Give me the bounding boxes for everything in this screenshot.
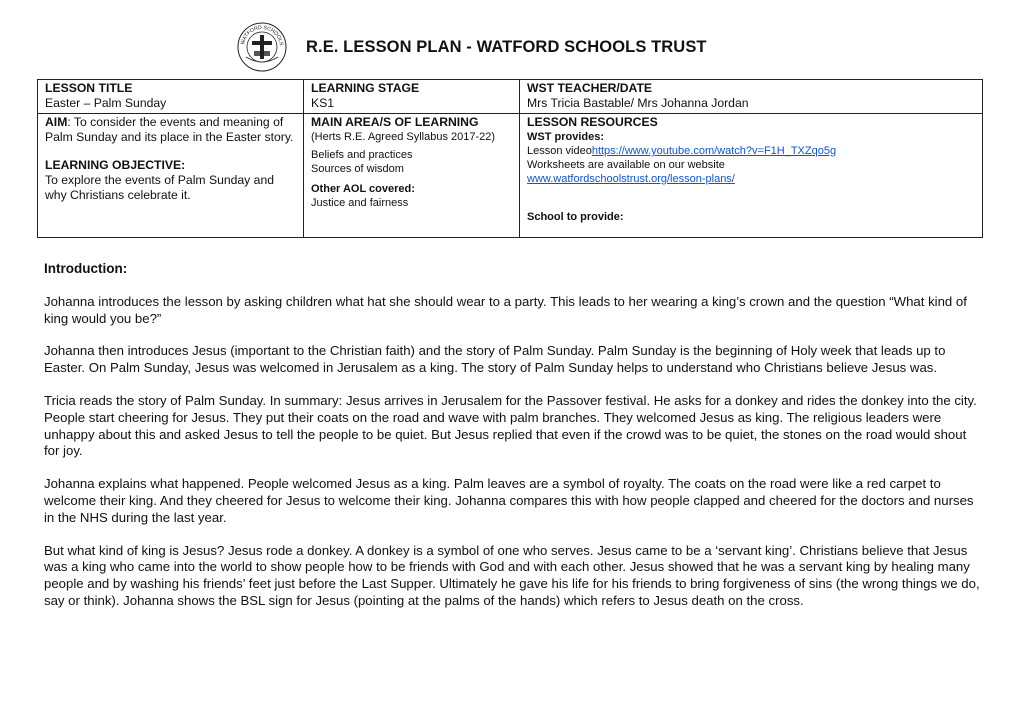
- main-area-cell: [304, 114, 520, 238]
- main-area-item: Beliefs and practices: [311, 149, 413, 161]
- document-header: [236, 22, 707, 72]
- body-paragraph: Johanna introduces the lesson by asking children what hat she should wear to a party. This leads to her wearing a king’s crown and the question “What kind of king would you be?”: [44, 293, 967, 326]
- table-row: [38, 80, 983, 114]
- learning-objective-text: To explore the events of Palm Sunday and why Christians celebrate it.: [45, 173, 274, 202]
- learning-stage-label: LEARNING STAGE: [311, 81, 420, 95]
- website-link[interactable]: www.watfordschoolstrust.org/lesson-plans/: [527, 173, 735, 185]
- lesson-title-value: Easter – Palm Sunday: [45, 96, 167, 110]
- worksheets-text: Worksheets are available on our website: [527, 159, 725, 171]
- lesson-video-label: Lesson video: [527, 145, 592, 157]
- main-area-item: Sources of wisdom: [311, 163, 404, 175]
- table-row: [38, 114, 983, 238]
- teacher-date-label: WST TEACHER/DATE: [527, 81, 653, 95]
- lesson-title-cell: [38, 80, 304, 114]
- website-link-line: [527, 172, 976, 186]
- aim-text: : To consider the events and meaning of Palm Sunday and its place in the Easter story.: [45, 115, 294, 144]
- wst-provides-label: WST provides:: [527, 131, 605, 143]
- main-area-note: (Herts R.E. Agreed Syllabus 2017-22): [311, 131, 496, 143]
- body-paragraph: Johanna then introduces Jesus (important to the Christian faith) and the story of Palm Sunday. Palm Sunday is the beginning of Holy week that leads up to Easter. On Palm Sunday, Jesus was welcomed in Jerusalem as a king. The story of Palm Sunday helps to understand who Christians believe Jesus was.: [44, 343, 946, 376]
- introduction-heading: Introduction:: [44, 261, 128, 276]
- school-provide-label: School to provide:: [527, 211, 624, 223]
- school-trust-logo: [236, 21, 288, 73]
- body-paragraph: But what kind of king is Jesus? Jesus rode a donkey. A donkey is a symbol of one who serves. Jesus came to be a ‘servant king’. Christians believe that Jesus was a king who came into the world to show people how to be friends with God and with each other. Jesus showed that he was a servant king by healing many people and by washing his friends’ feet just before the Last Supper. Ultimately he gave his life for his friends to bring forgiveness of sins (the wrong things we do, say or think). Johanna shows the BSL sign for Jesus (pointing at the palms of the hands) which refers to Jesus death on the cross.: [44, 542, 980, 608]
- lesson-video-line: [527, 144, 976, 158]
- learning-stage-value: KS1: [311, 96, 335, 110]
- lesson-plan-table: [37, 79, 983, 238]
- lesson-video-link[interactable]: https://www.youtube.com/watch?v=F1H_TXZqo5g: [591, 145, 837, 157]
- logo-ring-text: WATFORD SCHOOLS: [240, 24, 284, 47]
- body-paragraph: Tricia reads the story of Palm Sunday. In summary: Jesus arrives in Jerusalem for the Passover festival. He asks for a donkey and rides the donkey into the city. People start cheering for Jesus. They put their coats on the road and wave with palm branches. They welcomed Jesus as king. The religious leaders were unhappy about this and asked Jesus to tell the people to be quiet. But Jesus replied that even if the crowd was to be quiet, the stones on the road would shout for joy.: [44, 392, 977, 459]
- other-aol-label: Other AOL covered:: [311, 183, 415, 195]
- other-aol-value: Justice and fairness: [311, 197, 409, 209]
- document-title: R.E. LESSON PLAN - WATFORD SCHOOLS TRUST: [306, 37, 707, 56]
- lesson-title-label: LESSON TITLE: [45, 81, 133, 95]
- body-paragraph: Johanna explains what happened. People welcomed Jesus as a king. Palm leaves are a symbol of royalty. The coats on the road were like a red carpet to welcome their king. And they cheered for Jesus to welcome their king. Johanna compares this with how people clapped and cheered for the doctors and nurses in the NHS during the last year.: [44, 476, 974, 525]
- aim-objective-cell: [38, 114, 304, 238]
- learning-objective-label: LEARNING OBJECTIVE:: [45, 158, 186, 172]
- learning-stage-cell: [304, 80, 520, 114]
- lesson-resources-label: LESSON RESOURCES: [527, 115, 658, 129]
- lesson-resources-cell: [520, 114, 983, 238]
- lesson-body: [44, 261, 984, 626]
- main-area-label: MAIN AREA/S OF LEARNING: [311, 115, 479, 129]
- teacher-date-value: Mrs Tricia Bastable/ Mrs Johanna Jordan: [527, 96, 749, 110]
- aim-block: [45, 115, 297, 145]
- aim-label: AIM: [45, 115, 68, 129]
- teacher-date-cell: [520, 80, 983, 114]
